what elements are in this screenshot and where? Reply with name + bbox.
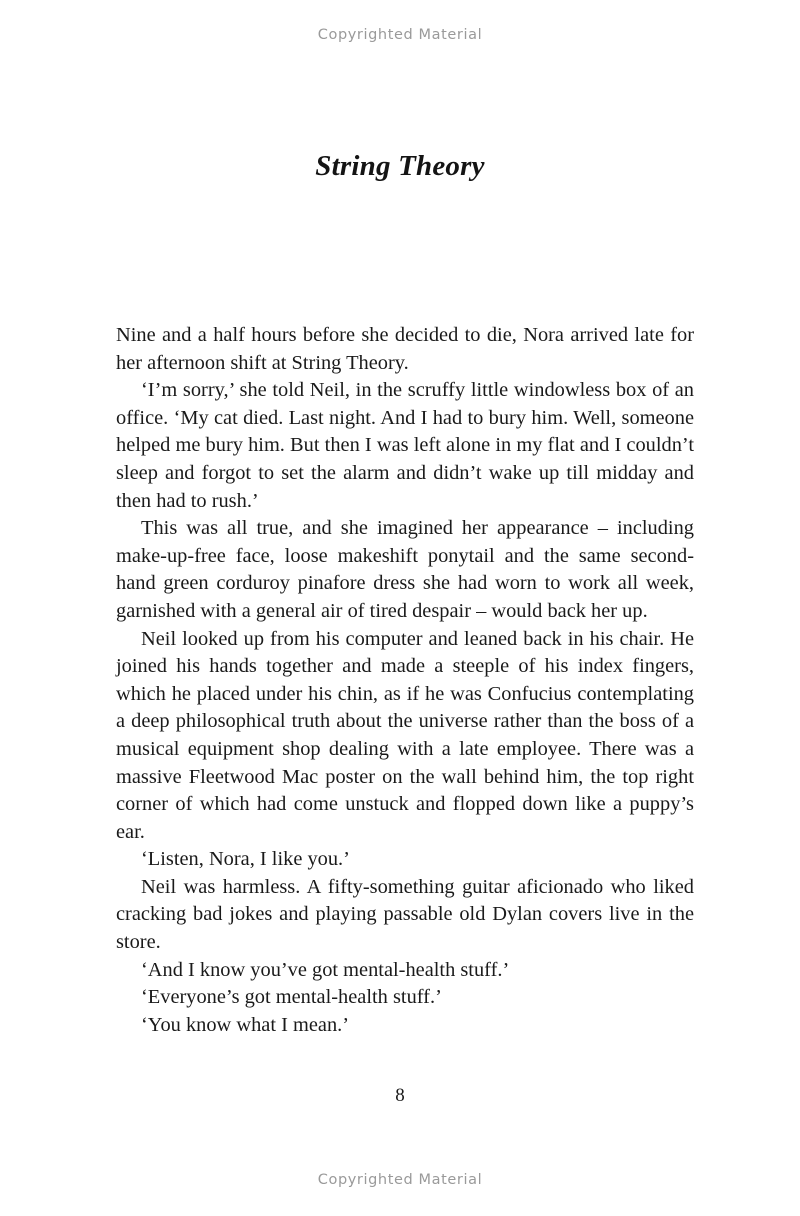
paragraph: ‘And I know you’ve got mental-health stuff.’ — [141, 958, 510, 981]
paragraph: ‘Everyone’s got mental-health stuff.’ — [141, 986, 442, 1009]
chapter-title: String Theory — [315, 150, 485, 183]
paragraph: Neil looked up from his computer and leaned back in his chair. He joined his hands together and made a steeple of his index fingers, which he placed under his chin, as if he was Confucius contemplating a deep philosophical truth about the universe rather than the boss of a musical equipment shop dealing with a late employee. There was a massive Fleetwood Mac poster on the wall behind him, the top right corner of which had come unstuck and flopped down like a puppy’s ear. — [116, 627, 694, 843]
copyright-watermark-bottom: Copyrighted Material — [317, 1172, 483, 1188]
paragraph: ‘Listen, Nora, I like you.’ — [141, 848, 350, 871]
paragraph: This was all true, and she imagined her appearance – including make-up-free face, loose makeshift ponytail and the same second-hand green corduroy pinafore dress she had worn to work all week, garnished with a general air of tired despair – would back her up. — [116, 517, 694, 622]
paragraph: ‘I’m sorry,’ she told Neil, in the scruffy little windowless box of an office. ‘My cat died. Last night. And I had to bury him. Well, someone helped me bury him. But then I was left alone in my flat and I couldn’t sleep and forgot to set the alarm and didn’t wake up till midday and then had to rush.’ — [116, 379, 694, 512]
paragraph: ‘You know what I mean.’ — [141, 1013, 350, 1036]
copyright-watermark-top: Copyrighted Material — [317, 27, 483, 43]
paragraph: Neil was harmless. A fifty-something guitar aficionado who liked cracking bad jokes and playing passable old Dylan covers live in the store. — [116, 875, 694, 954]
body-text-block — [116, 322, 694, 1039]
page-number: 8 — [395, 1085, 405, 1106]
paragraph: Nine and a half hours before she decided to die, Nora arrived late for her afternoon shift at String Theory. — [116, 324, 694, 374]
